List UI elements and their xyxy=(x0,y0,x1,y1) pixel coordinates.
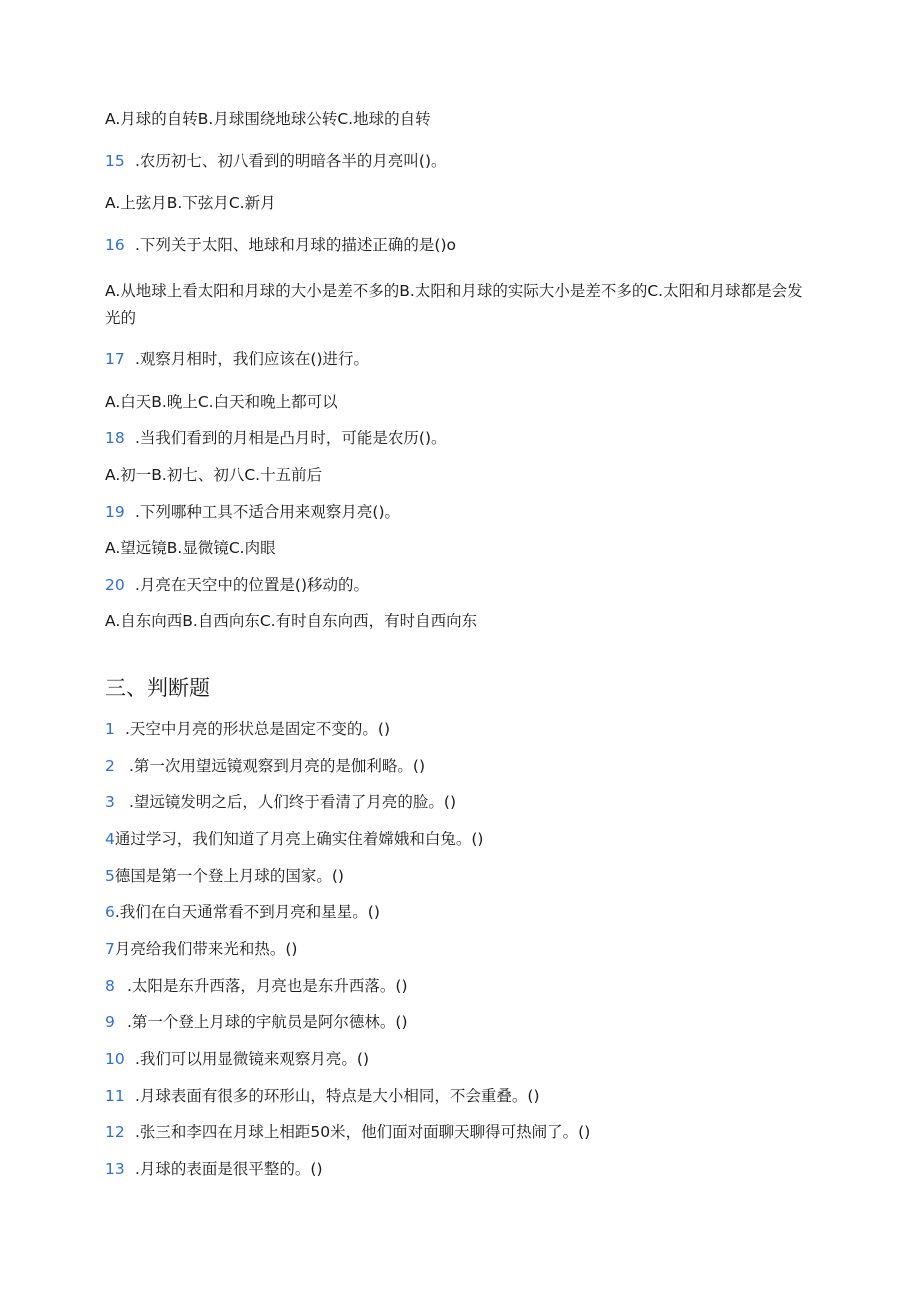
question-number: 17 xyxy=(105,350,125,368)
question-number: 19 xyxy=(105,503,125,521)
question-number: 20 xyxy=(105,576,125,594)
question-text: .当我们看到的月相是凸月时，可能是农历()。 xyxy=(135,429,447,447)
item-number: 9 xyxy=(105,1013,115,1031)
item-text: .张三和李四在月球上相距50米，他们面对面聊天聊得可热闹了。() xyxy=(135,1123,591,1141)
tf-item-10 xyxy=(105,1049,369,1069)
question-18 xyxy=(105,428,447,448)
item-text: .太阳是东升西落，月亮也是东升西落。() xyxy=(127,977,408,995)
question-number: 16 xyxy=(105,236,125,254)
q16-options: A.从地球上看太阳和月球的大小是差不多的B.太阳和月球的实际大小是差不多的C.太阳和月球都是会发光的 xyxy=(105,282,803,327)
item-text: .望远镜发明之后，人们终于看清了月亮的脸。() xyxy=(129,793,457,811)
question-20 xyxy=(105,575,369,595)
tf-item-1 xyxy=(105,719,390,739)
item-text: .第一个登上月球的宇航员是阿尔德林。() xyxy=(127,1013,408,1031)
tf-item-9 xyxy=(105,1012,408,1032)
question-text: .下列关于太阳、地球和月球的描述正确的是()o xyxy=(135,236,457,254)
question-19 xyxy=(105,502,400,522)
tf-item-11 xyxy=(105,1086,540,1106)
question-number: 15 xyxy=(105,152,125,170)
item-number: 7 xyxy=(105,940,115,958)
item-text: .月球表面有很多的环形山，特点是大小相同，不会重叠。() xyxy=(135,1087,540,1105)
tf-item-3 xyxy=(105,792,456,812)
tf-item-7 xyxy=(105,939,297,959)
item-text: 通过学习，我们知道了月亮上确实住着嫦娥和白兔。() xyxy=(114,830,484,848)
question-text: .月亮在天空中的位置是()移动的。 xyxy=(135,576,370,594)
item-text: .天空中月亮的形状总是固定不变的。() xyxy=(125,720,391,738)
item-text: .我们在白天通常看不到月亮和星星。() xyxy=(114,903,380,921)
q20-options: A.自东向西B.自西向东C.有时自东向西，有时自西向东 xyxy=(105,612,478,630)
question-text: .下列哪种工具不适合用来观察月亮()。 xyxy=(135,503,401,521)
question-number: 18 xyxy=(105,429,125,447)
item-text: .第一次用望远镜观察到月亮的是伽利略。() xyxy=(129,757,426,775)
question-15 xyxy=(105,151,447,171)
item-number: 11 xyxy=(105,1087,125,1105)
item-text: 德国是第一个登上月球的国家。() xyxy=(114,867,344,885)
q19-options: A.望远镜B.显微镜C.肉眼 xyxy=(105,539,276,557)
item-text: .我们可以用显微镜来观察月亮。() xyxy=(135,1050,370,1068)
q14-options: A.月球的自转B.月球围绕地球公转C.地球的自转 xyxy=(105,110,431,128)
tf-item-8 xyxy=(105,976,408,996)
question-16 xyxy=(105,235,456,255)
item-number: 13 xyxy=(105,1160,125,1178)
item-number: 2 xyxy=(105,757,115,775)
section-heading: 三、判断题 xyxy=(105,676,210,700)
question-17 xyxy=(105,349,369,369)
item-number: 12 xyxy=(105,1123,125,1141)
item-number: 1 xyxy=(105,720,115,738)
tf-item-6 xyxy=(105,902,380,922)
item-number: 4 xyxy=(105,830,115,848)
q17-options: A.白天B.晚上C.白天和晚上都可以 xyxy=(105,393,338,411)
item-number: 8 xyxy=(105,977,115,995)
item-text: 月亮给我们带来光和热。() xyxy=(114,940,298,958)
item-number: 5 xyxy=(105,867,115,885)
question-text: .农历初七、初八看到的明暗各半的月亮叫()。 xyxy=(135,152,447,170)
item-text: .月球的表面是很平整的。() xyxy=(135,1160,323,1178)
item-number: 6 xyxy=(105,903,115,921)
tf-item-5 xyxy=(105,866,344,886)
tf-item-13 xyxy=(105,1159,323,1179)
tf-item-2 xyxy=(105,756,425,776)
question-text: .观察月相时，我们应该在()进行。 xyxy=(135,350,370,368)
item-number: 3 xyxy=(105,793,115,811)
q15-options: A.上弦月B.下弦月C.新月 xyxy=(105,194,276,212)
q18-options: A.初一B.初七、初八C.十五前后 xyxy=(105,466,323,484)
tf-item-4 xyxy=(105,829,483,849)
tf-item-12 xyxy=(105,1122,590,1142)
item-number: 10 xyxy=(105,1050,125,1068)
